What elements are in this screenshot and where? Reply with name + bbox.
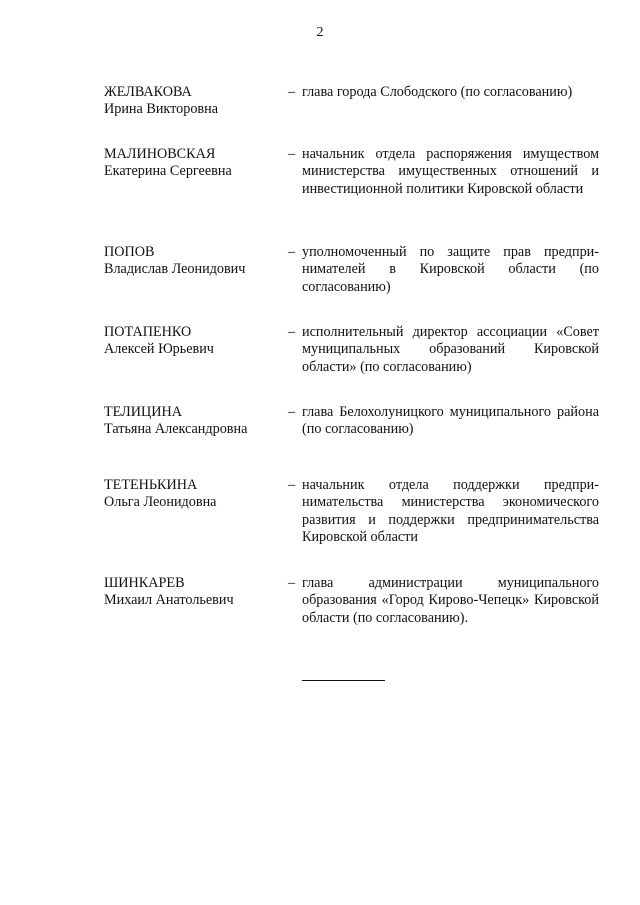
dash-separator: – [288, 146, 296, 162]
member-given-names: Ирина Викторовна [104, 101, 219, 118]
member-surname: ШИНКАРЕВ [104, 575, 185, 591]
member-name [104, 244, 282, 279]
member-surname: ПОТАПЕНКО [104, 324, 192, 340]
member-name [104, 324, 282, 359]
closing-rule [302, 680, 385, 681]
member-role: глава города Слободского (по согласованию) [302, 84, 573, 100]
dash-separator: – [288, 477, 296, 493]
member-given-names: Екатерина Сергеевна [104, 163, 232, 180]
member-given-names: Ольга Леонидовна [104, 494, 217, 511]
member-role: исполнительный директор ассоциации «Совет муниципальных образований Кировской области» (по согласованию) [302, 324, 599, 375]
member-role: глава Белохолуницкого муниципального района (по согласованию) [302, 404, 599, 438]
dash-separator: – [288, 84, 296, 100]
dash-separator: – [288, 324, 296, 340]
member-given-names: Татьяна Александровна [104, 421, 248, 438]
dash-separator: – [288, 404, 296, 420]
page-number: 2 [316, 25, 324, 40]
member-name [104, 575, 282, 610]
dash-separator: – [288, 575, 296, 591]
member-surname: ПОПОВ [104, 244, 155, 260]
member-name [104, 146, 282, 181]
member-given-names: Владислав Леонидович [104, 261, 246, 278]
member-role: начальник отдела поддержки предпринимательства министерства экономического развития и поддержки предпринимательства Кировской области [302, 477, 599, 546]
member-surname: МАЛИНОВСКАЯ [104, 146, 216, 162]
member-name [104, 477, 282, 512]
member-surname: ТЕТЕНЬКИНА [104, 477, 198, 493]
member-name [104, 404, 282, 439]
dash-separator: – [288, 244, 296, 260]
member-surname: ТЕЛИЦИНА [104, 404, 182, 420]
member-role: уполномоченный по защите прав предпринимателей в Кировской области (по согласованию) [302, 244, 599, 295]
member-given-names: Михаил Анатольевич [104, 592, 234, 609]
member-role: глава администрации муниципального образования «Город Кирово-Чепецк» Кировской области (по согласованию). [302, 575, 599, 626]
member-given-names: Алексей Юрьевич [104, 341, 214, 358]
member-role: начальник отдела распоряжения имуществом министерства имущественных отношений и инвестиционной политики Кировской области [302, 146, 599, 197]
member-surname: ЖЕЛВАКОВА [104, 84, 192, 100]
member-name [104, 84, 282, 119]
